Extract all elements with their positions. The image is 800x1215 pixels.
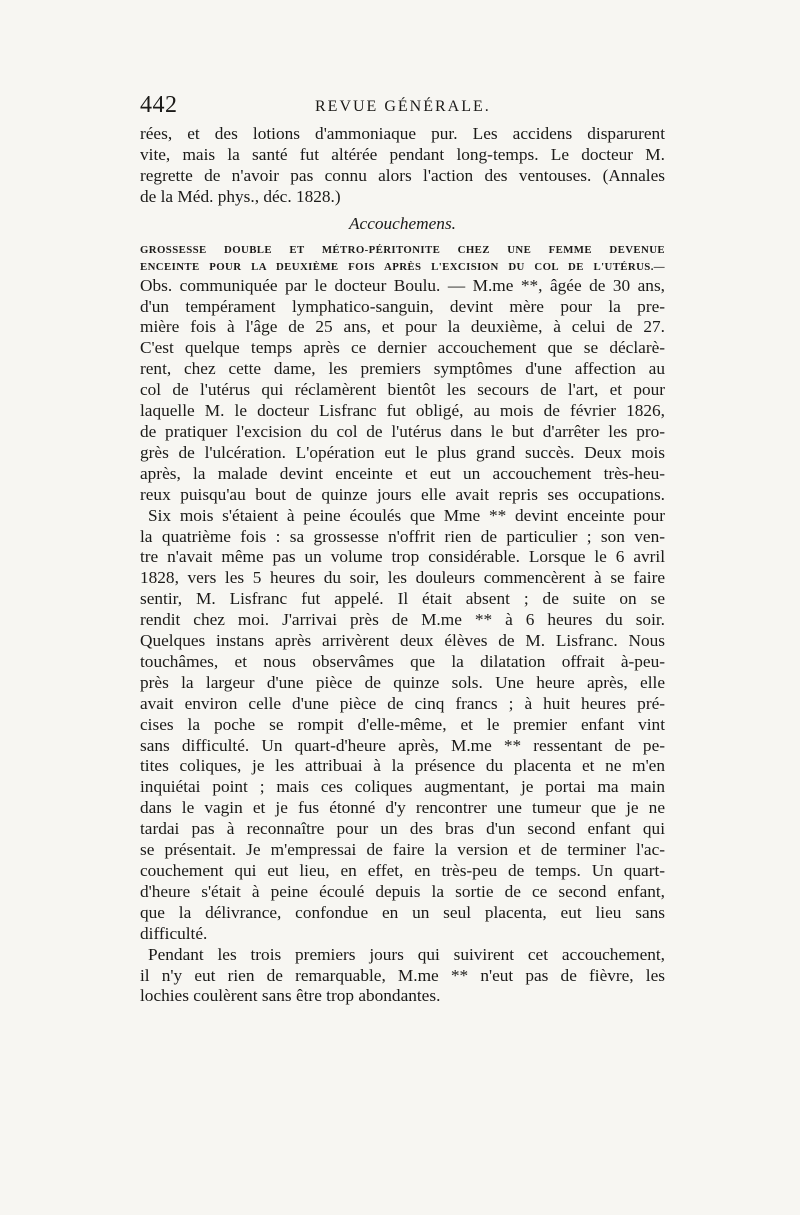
text-line: reux puisqu'au bout de quinze jours elle avait repris ses occupations. (140, 484, 665, 504)
page-header (140, 92, 665, 122)
text-line: C'est quelque temps après ce dernier accouchement que se déclarè- (140, 338, 665, 358)
text-line: tardai pas à reconnaître pour un des bras d'un second enfant qui (140, 819, 665, 839)
text-line: dans le vagin et je fus étonné d'y rencontrer une tumeur que je ne (140, 798, 665, 818)
text-line: après, la malade devint enceinte et eut un accouchement très-heu- (140, 463, 665, 483)
text-line: laquelle M. le docteur Lisfranc fut obligé, au mois de février 1826, (140, 401, 665, 421)
text-line: il n'y eut rien de remarquable, M.me ** n'eut pas de fièvre, les (140, 965, 665, 985)
text-line: se présentait. Je m'empressai de faire la version et de terminer l'ac- (140, 840, 665, 860)
text-line: Obs. communiquée par le docteur Boulu. — M.me **, âgée de 30 ans, (140, 275, 665, 295)
text-line: Pendant les trois premiers jours qui suivirent cet accouchement, (148, 944, 665, 964)
article-title: ENCEINTE POUR LA DEUXIÈME FOIS APRÈS L'EXCISION DU COL DE L'UTÉRUS.— (140, 260, 665, 273)
text-line: que la délivrance, confondue en un seul placenta, eut lieu sans (140, 902, 665, 922)
text-line: col de l'utérus qui réclamèrent bientôt les secours de l'art, et pour (140, 380, 665, 400)
body-text (140, 124, 665, 1007)
text-line: touchâmes, et nous observâmes que la dilatation offrait à-peu- (140, 651, 665, 671)
text-line: d'un tempérament lymphatico-sanguin, devint mère pour la pre- (140, 296, 665, 316)
text-line: mière fois à l'âge de 25 ans, et pour la deuxième, à celui de 27. (140, 317, 665, 337)
text-line: Quelques instans après arrivèrent deux élèves de M. Lisfranc. Nous (140, 631, 665, 651)
text-line: la quatrième fois : sa grossesse n'offrit rien de particulier ; son ven- (140, 526, 665, 546)
text-line: cises la poche se rompit d'elle-même, et le premier enfant vint (140, 714, 665, 734)
running-title: REVUE GÉNÉRALE. (315, 98, 491, 115)
text-line: regrette de n'avoir pas connu alors l'action des ventouses. (Annales (140, 165, 665, 185)
text-line: rent, chez cette dame, les premiers symptômes d'une affection au (140, 359, 665, 379)
text-line: avait environ celle d'une pièce de cinq francs ; à huit heures pré- (140, 693, 665, 713)
text-line: rendit chez moi. J'arrivai près de M.me ** à 6 heures du soir. (140, 610, 665, 630)
page-number: 442 (140, 92, 178, 118)
text-line: couchement qui eut lieu, en effet, en très-peu de temps. Un quart- (140, 861, 665, 880)
text-line: d'heure s'était à peine écoulé depuis la sortie de ce second enfant, (140, 881, 665, 901)
text-line: difficulté. (140, 923, 208, 943)
text-line: grès de l'ulcération. L'opération eut le plus grand succès. Deux mois (140, 442, 665, 462)
text-line: tre n'avait même pas un volume trop considérable. Lorsque le 6 avril (140, 547, 665, 567)
text-line: près la largeur d'une pièce de quinze sols. Une heure après, elle (140, 672, 665, 692)
text-line: sans difficulté. Un quart-d'heure après, M.me ** ressentant de pe- (140, 735, 665, 755)
text-line: inquiétai point ; mais ces coliques augmentant, je portai ma main (140, 777, 665, 797)
text-line: 1828, vers les 5 heures du soir, les douleurs commencèrent à se faire (140, 568, 665, 588)
text-line: de pratiquer l'excision du col de l'utérus dans le but d'arrêter les pro- (140, 421, 665, 441)
text-line: lochies coulèrent sans être trop abondantes. (140, 986, 441, 1006)
text-line: Six mois s'étaient à peine écoulés que Mme ** devint enceinte pour (148, 505, 665, 525)
text-line: sentir, M. Lisfranc fut appelé. Il était absent ; de suite on se (140, 589, 665, 609)
text-line: de la Méd. phys., déc. 1828.) (140, 186, 341, 206)
text-line: rées, et des lotions d'ammoniaque pur. Les accidens disparurent (140, 124, 665, 143)
article-title: GROSSESSE DOUBLE ET MÉTRO-PÉRITONITE CHEZ UNE FEMME DEVENUE (140, 243, 665, 256)
text-line: tites coliques, je les attribuai à la présence du placenta et ne m'en (140, 756, 665, 776)
text-line: vite, mais la santé fut altérée pendant long-temps. Le docteur M. (140, 144, 665, 164)
section-heading: Accouchemens. (349, 213, 456, 233)
